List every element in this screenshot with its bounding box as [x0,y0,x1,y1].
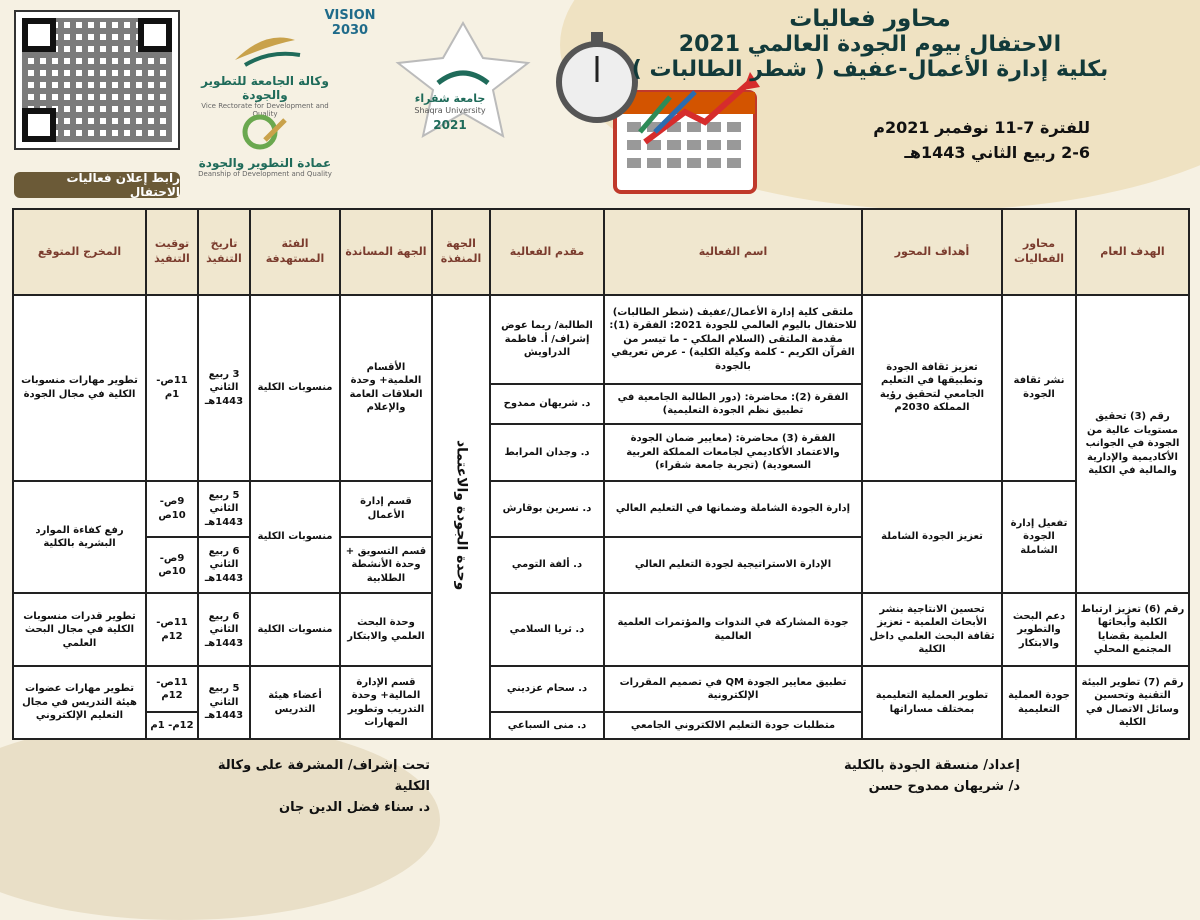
event-name-cell: إدارة الجودة الشاملة وضمانها في التعليم العالي [604,481,862,537]
support-body-cell: الأقسام العلمية+ وحدة العلاقات العامة والإعلام [340,295,432,481]
event-name-cell: متطلبات جودة التعليم الالكتروني الجامعي [604,712,862,739]
presenter-cell: د. وجدان المرابط [490,424,604,480]
presenter-cell: د. ثريا السلامي [490,593,604,666]
title-line-1: محاور فعاليات [789,6,951,32]
axis-cell: تفعيل إدارة الجودة الشاملة [1002,481,1076,594]
table-row [13,481,1189,537]
axis-cell: نشر ثقافة الجودة [1002,295,1076,481]
target-group-cell: منسوبات الكلية [250,295,340,481]
title-line-2: الاحتفال بيوم الجودة العالمي 2021 [678,32,1062,57]
col-header: مقدم الفعالية [490,209,604,295]
presenter-cell: د. ألفة التومي [490,537,604,593]
time-cell: 11ص- 12م [146,593,198,666]
support-body-cell: قسم الإدارة المالية+ وحدة التدريب وتطوير المهارات [340,666,432,739]
prepared-by [844,756,1020,798]
event-name-cell: تطبيق معايير الجودة QM في تصميم المقررات الإلكترونية [604,666,862,712]
time-cell: 9ص- 10ص [146,537,198,593]
executing-body-cell: وحدة الجودة والاعتماد [432,295,490,739]
prepared-by-label: إعداد/ منسقة الجودة بالكلية [843,758,1020,773]
vision-2030-logo: VISION 2030 [324,8,376,38]
leaf-icon [225,20,305,70]
outcome-cell: تطوير مهارات عضوات هيئة التدريس في مجال التعليم الإلكتروني [13,666,146,739]
page-title [610,6,1130,82]
col-header: الفئة المستهدفة [250,209,340,295]
axis-cell: جودة العملية التعليمية [1002,666,1076,739]
outcome-cell: تطوير قدرات منسوبات الكلية في مجال البحث العلمي [13,593,146,666]
table-row [13,593,1189,666]
col-header: توقيت التنفيذ [146,209,198,295]
event-name-cell: الفقرة (3) محاضرة: (معايير ضمان الجودة والاعتماد الأكاديمي لجامعات المملكة العربية السعودية) (تجربة جامعة شقراء) [604,424,862,480]
event-name-cell: ملتقى كلية إدارة الأعمال/عفيف (شطر الطالبات) للاحتفال باليوم العالمي للجودة 2021: الفقرة (1): مقدمة الملتقى (السلام الملكي - ما تيسر من القرآن الكريم - كلمة وكيلة الكلية) - عرض تعريفي بالجودة [604,295,862,384]
time-cell: 11ص- 12م [146,666,198,712]
presenter-cell: د. منى السباعي [490,712,604,739]
support-body-cell: قسم التسويق + وحدة الأنشطة الطلابية [340,537,432,593]
event-name-cell: جودة المشاركة في الندوات والمؤتمرات العلمية العالمية [604,593,862,666]
presenter-cell: د. سحام عزديني [490,666,604,712]
col-header: أهداف المحور [862,209,1002,295]
prepared-by-name: د/ شريهان ممدوح حسن [868,778,1020,794]
target-group-cell: منسوبات الكلية [250,481,340,594]
time-cell: 11ص- 1م [146,295,198,481]
supervised-by-name: د. سناء فضل الدين جان [278,799,430,815]
qr-code[interactable] [14,10,180,150]
date-cell: 5 ربيع الثاني 1443هـ [198,666,250,739]
table-header-row [13,209,1189,295]
col-header: اسم الفعالية [604,209,862,295]
table-row [13,295,1189,384]
date-gregorian: للفترة 7-11 نوفمبر 2021م [873,118,1090,137]
col-header: تاريخ التنفيذ [198,209,250,295]
time-cell: 9ص- 10ص [146,481,198,537]
col-header: الجهة المنفذة [432,209,490,295]
col-header: الجهة المساندة [340,209,432,295]
outcome-cell: تطوير مهارات منسوبات الكلية في مجال الجودة [13,295,146,481]
general-goal-cell: رقم (6) تعزيز ارتباط الكلية وأبحاثها العلمية بقضايا المجتمع المحلي [1076,593,1189,666]
axis-aim-cell: تحسين الانتاجية بنشر الأبحاث العلمية - تعزيز ثقافة البحث العلمي داخل الكلية [862,593,1002,666]
outcome-cell: رفع كفاءة الموارد البشرية بالكلية [13,481,146,594]
target-group-cell: أعضاء هيئة التدريس [250,666,340,739]
date-hijri: 2-6 ربيع الثاني 1443هـ [904,143,1090,162]
table-row [13,666,1189,712]
axis-aim-cell: تطوير العملية التعليمية بمختلف مساراتها [862,666,1002,739]
presenter-cell: الطالبة/ ريما عوض إشراف/ أ. فاطمة الدراويش [490,295,604,384]
q-logo-icon [235,112,295,152]
university-logo: جامعة شقراء Shaqra University 2021 [375,18,550,168]
supervised-by-label: تحت إشراف/ المشرفة على وكالة الكلية [217,758,430,794]
deanship-logo: عمادة التطوير والجودة Deanship of Development and Quality [190,112,340,178]
col-header: محاور الفعاليات [1002,209,1076,295]
support-body-cell: وحدة البحث العلمي والابتكار [340,593,432,666]
event-name-cell: الإدارة الاستراتيجية لجودة التعليم العالي [604,537,862,593]
support-body-cell: قسم إدارة الأعمال [340,481,432,537]
col-header: الهدف العام [1076,209,1189,295]
axis-aim-cell: تعزيز ثقافة الجودة وتطبيقها في التعليم الجامعي لتحقيق رؤية المملكة 2030م [862,295,1002,481]
title-line-3: بكلية إدارة الأعمال-عفيف ( شطر الطالبات ) [631,57,1109,82]
date-cell: 3 ربيع الثاني 1443هـ [198,295,250,481]
background-shape [0,720,440,920]
vice-rectorate-logo: وكالة الجامعة للتطوير والجودة Vice Rectorate for Development and Quality [190,20,340,118]
axis-cell: دعم البحث والتطوير والابتكار [1002,593,1076,666]
supervised-by [200,756,430,818]
date-cell: 5 ربيع الثاني 1443هـ [198,481,250,537]
event-dates [873,118,1090,168]
axis-aim-cell: تعزيز الجودة الشاملة [862,481,1002,594]
presenter-cell: د. نسرين بوقارش [490,481,604,537]
col-header: المخرج المتوقع [13,209,146,295]
general-goal-cell: رقم (7) تطوير البيئة التقنية وتحسين وسائل الاتصال في الكلية [1076,666,1189,739]
events-table [12,208,1188,740]
general-goal-cell: رقم (3) تحقيق مستويات عالية من الجودة في الجوانب الأكاديمية والإدارية والمالية في الكلية [1076,295,1189,593]
date-cell: 6 ربيع الثاني 1443هـ [198,537,250,593]
date-cell: 6 ربيع الثاني 1443هـ [198,593,250,666]
target-group-cell: منسوبات الكلية [250,593,340,666]
time-cell: 12م- 1م [146,712,198,739]
event-name-cell: الفقرة (2): محاضرة: (دور الطالبة الجامعية في تطبيق نظم الجودة التعليمية) [604,384,862,424]
presenter-cell: د. شريهان ممدوح [490,384,604,424]
qr-label: رابط إعلان فعاليات الاحتفال [14,172,180,198]
